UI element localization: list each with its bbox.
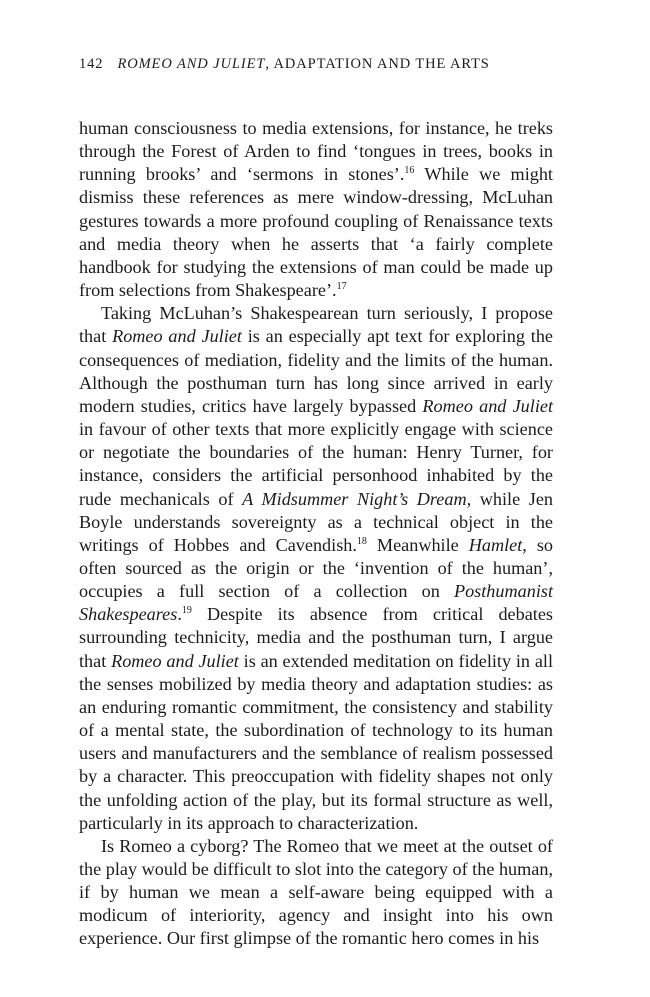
- paragraph: [79, 835, 553, 951]
- running-header: [79, 56, 490, 73]
- footnote-marker: 18: [356, 535, 367, 547]
- text-run: .: [177, 604, 182, 625]
- footnote-marker: 16: [404, 165, 415, 177]
- text-run: in favour of other texts that more explicitly engage with science or negotiate the boundaries of the human: Henry Turner, for instance, considers the artificial personhood inhabited by the rude mechanicals of: [79, 419, 553, 509]
- running-title-italic: ROMEO AND JULIET: [117, 56, 266, 72]
- page-number: 142: [79, 56, 104, 72]
- footnote-marker: 19: [181, 605, 192, 617]
- italic-title: A Midsummer Night’s Dream,: [242, 488, 472, 509]
- text-run: Meanwhile: [366, 534, 469, 555]
- text-run: Taking McLuhan’s Shakespearean turn seriously, I propose that: [79, 303, 553, 347]
- text-run: Is Romeo a cyborg? The Romeo that we meet at the outset of the play would be difficult to slot into the category of the human, if by human we mean a self-aware being equipped with a modicum of interiority, agency and insight into his own experience. Our first glimpse of the romantic hero comes in his: [79, 835, 553, 949]
- italic-title: Posthumanist Shakespeares: [79, 581, 553, 625]
- text-run: human consciousness to media extensions, for instance, he treks through the Forest of Arden to find ‘tongues in trees, books in running brooks’ and ‘sermons in stones’.: [79, 118, 553, 185]
- text-run: while Jen Boyle understands sovereignty as a technical object in the writings of Hobbes and Cavendish.: [79, 488, 553, 555]
- running-title-rest: , ADAPTATION AND THE ARTS: [265, 56, 490, 72]
- body-text: [79, 117, 553, 951]
- italic-title: Romeo and Juliet: [111, 650, 239, 671]
- text-run: , so often sourced as the origin or the ‘invention of the human’, occupies a full section of a collection on: [79, 534, 554, 602]
- italic-title: Hamlet: [468, 534, 523, 555]
- text-run: While we might dismiss these references as mere window-dressing, McLuhan gestures towards a more profound coupling of Renaissance texts and media theory when he asserts that ‘a fairly complete handbook for studying the extensions of man could be made up from selections from Shakespeare’.: [79, 164, 553, 301]
- text-run: Despite its absence from critical debates surrounding technicity, media and the posthuman turn, I argue that: [79, 604, 553, 671]
- italic-title: Romeo and Juliet: [422, 395, 553, 416]
- paragraph: [79, 117, 553, 302]
- text-run: is an especially apt text for exploring the consequences of mediation, fidelity and the limits of the human. Although the posthuman turn has long since arrived in early modern studies, critics have largely bypassed: [79, 326, 554, 416]
- text-run: is an extended meditation on fidelity in all the senses mobilized by media theory and adaptation studies: as an enduring romantic commitment, the consistency and stability of a mental state, the subordination of technology to its human users and manufacturers and the semblance of realism possessed by a character. This preoccupation with fidelity shapes not only the unfolding action of the play, but its formal structure as well, particularly in its approach to characterization.: [79, 650, 553, 833]
- footnote-marker: 17: [336, 281, 347, 293]
- italic-title: Romeo and Juliet: [112, 326, 242, 347]
- paragraph: [79, 302, 553, 835]
